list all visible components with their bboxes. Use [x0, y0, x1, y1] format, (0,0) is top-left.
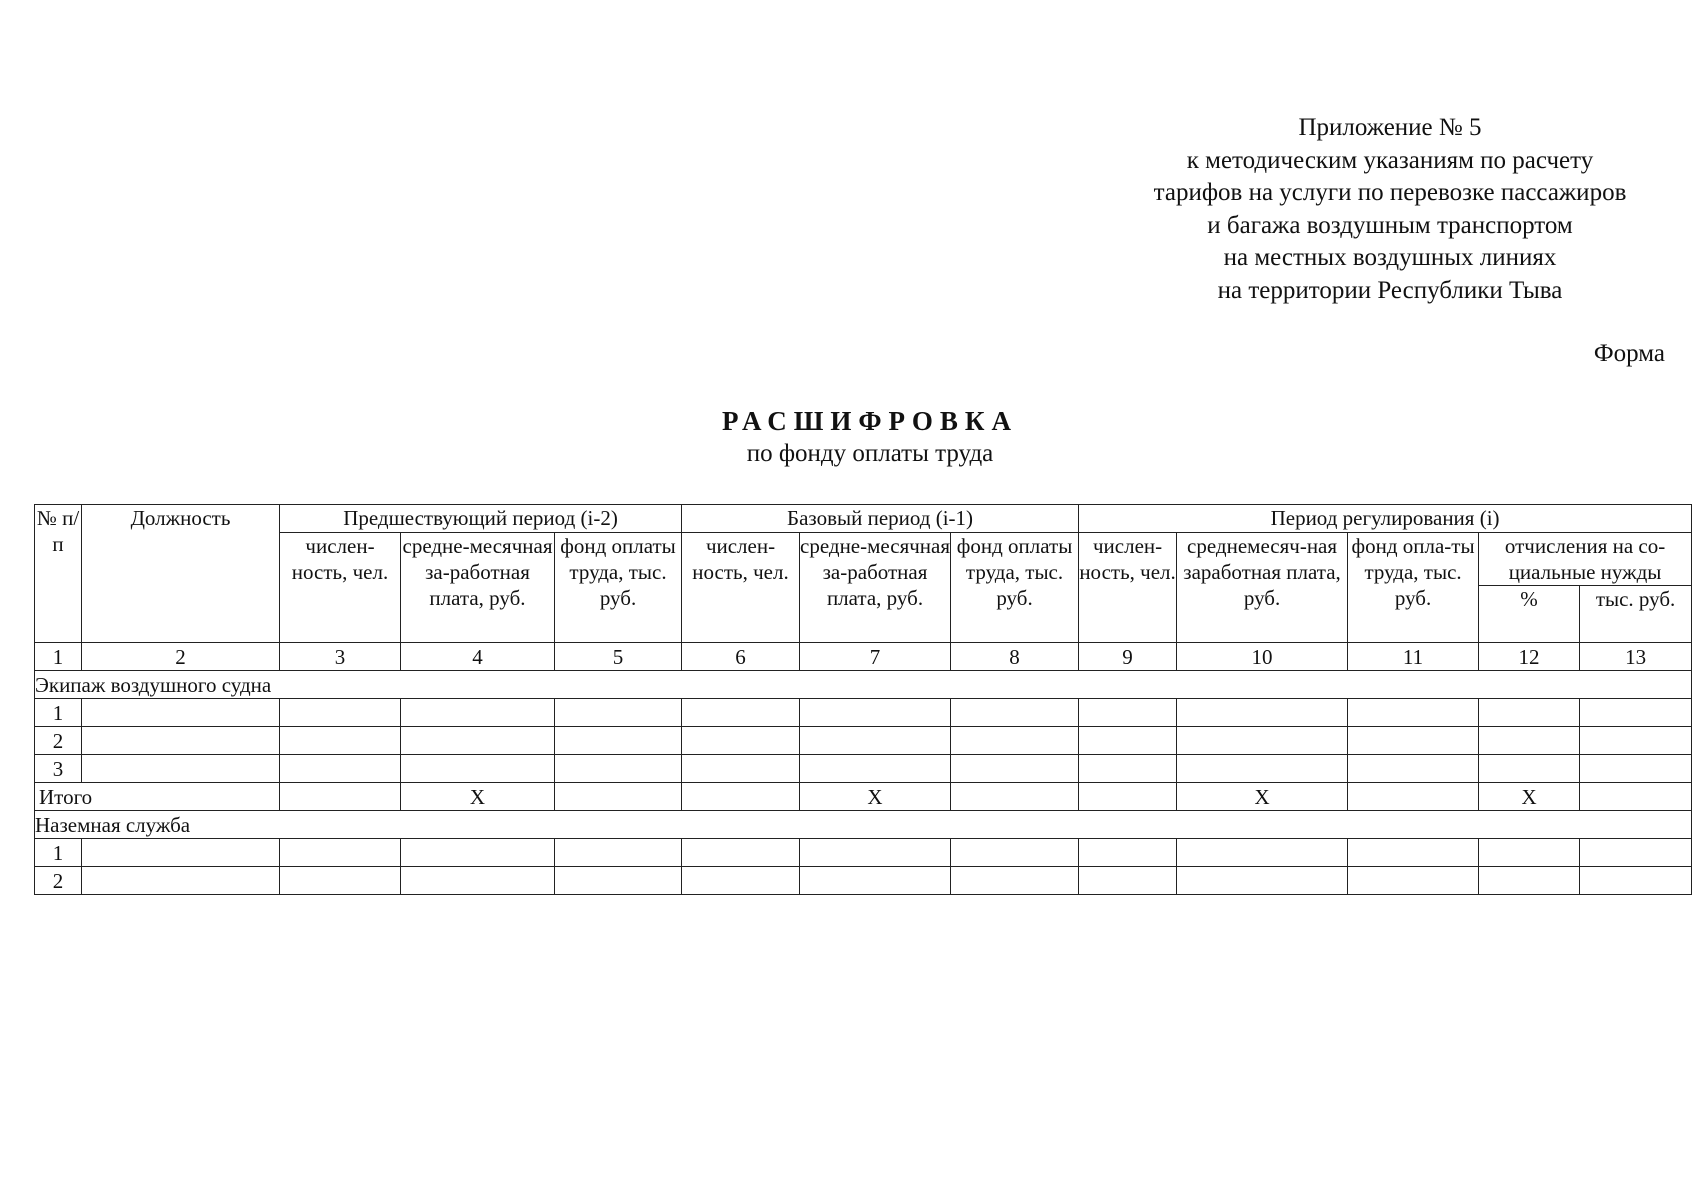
table-row: [35, 727, 1692, 755]
section-ground-row: [35, 811, 1692, 839]
payroll-table: [34, 504, 1692, 895]
section-crew-row: [35, 671, 1692, 699]
header-avg-salary: средне-месячная за-работная плата, руб.: [401, 533, 555, 643]
cell: [951, 727, 1079, 755]
table-row: [35, 867, 1692, 895]
header-social-amount: тыс. руб.: [1580, 586, 1692, 643]
cell: [555, 699, 682, 727]
cell: [1079, 699, 1177, 727]
cell: [1580, 867, 1692, 895]
column-number: 13: [1580, 643, 1692, 671]
row-number: 1: [35, 699, 82, 727]
cell: [800, 727, 951, 755]
x-mark: Х: [1177, 783, 1348, 811]
cell: [555, 755, 682, 783]
cell: [1079, 867, 1177, 895]
form-label: Форма: [1593, 340, 1665, 367]
cell: [280, 727, 401, 755]
total-row: [35, 783, 1692, 811]
column-number: 3: [280, 643, 401, 671]
row-number: 2: [35, 727, 82, 755]
header-period-reg: Период регулирования (i): [1079, 505, 1692, 533]
cell: [1348, 839, 1479, 867]
total-label: Итого: [35, 783, 280, 811]
cell: [1348, 727, 1479, 755]
header-fund: фонд оплаты труда, тыс. руб.: [555, 533, 682, 643]
cell: [1580, 783, 1692, 811]
row-number: 1: [35, 839, 82, 867]
cell: [800, 755, 951, 783]
document-subtitle: по фонду оплаты труда: [746, 440, 994, 467]
x-mark: Х: [1479, 783, 1580, 811]
cell: [401, 699, 555, 727]
cell: [1177, 839, 1348, 867]
cell: [555, 783, 682, 811]
cell: [82, 755, 280, 783]
row-number: 3: [35, 755, 82, 783]
header-social-pct: %: [1479, 586, 1580, 643]
table-row: [35, 755, 1692, 783]
cell: [401, 727, 555, 755]
cell: [1348, 699, 1479, 727]
cell: [800, 839, 951, 867]
cell: [280, 867, 401, 895]
cell: [951, 755, 1079, 783]
header-period-prev: Предшествующий период (i-2): [280, 505, 682, 533]
column-number: 10: [1177, 643, 1348, 671]
appendix-line: тарифов на услуги по перевозке пассажиров: [1153, 179, 1627, 206]
cell: [800, 867, 951, 895]
cell: [1079, 755, 1177, 783]
column-number: 6: [682, 643, 800, 671]
cell: [1079, 783, 1177, 811]
cell: [1177, 699, 1348, 727]
header-social: отчисления на со-циальные нужды: [1479, 533, 1692, 586]
cell: [1079, 727, 1177, 755]
cell: [82, 839, 280, 867]
cell: [1348, 867, 1479, 895]
cell: [1479, 755, 1580, 783]
cell: [1177, 727, 1348, 755]
appendix-line: к методическим указаниям по расчету: [1186, 146, 1594, 174]
column-number: 11: [1348, 643, 1479, 671]
header-headcount: числен-ность, чел.: [682, 533, 800, 643]
cell: [1479, 699, 1580, 727]
section-crew-label: Экипаж воздушного судна: [35, 671, 1692, 699]
cell: [1479, 839, 1580, 867]
cell: [1580, 755, 1692, 783]
header-headcount: числен-ность, чел.: [280, 533, 401, 643]
column-number: 12: [1479, 643, 1580, 671]
appendix-line: и багажа воздушным транспортом: [1207, 211, 1573, 239]
cell: [682, 839, 800, 867]
cell: [1580, 699, 1692, 727]
cell: [82, 867, 280, 895]
document-title: РАСШИФРОВКА: [722, 406, 1018, 436]
cell: [682, 783, 800, 811]
cell: [280, 839, 401, 867]
cell: [800, 699, 951, 727]
x-mark: Х: [401, 783, 555, 811]
header-reg-headcount: числен-ность, чел.: [1079, 533, 1177, 643]
column-number-row: [35, 643, 1692, 671]
appendix-line: Приложение № 5: [1298, 114, 1482, 141]
column-number: 4: [401, 643, 555, 671]
cell: [682, 867, 800, 895]
cell: [1580, 839, 1692, 867]
column-number: 1: [35, 643, 82, 671]
cell: [401, 867, 555, 895]
cell: [951, 867, 1079, 895]
header-row-subcolumns: [35, 533, 1692, 586]
column-number: 9: [1079, 643, 1177, 671]
cell: [951, 699, 1079, 727]
cell: [1348, 755, 1479, 783]
cell: [1348, 783, 1479, 811]
column-number: 8: [951, 643, 1079, 671]
cell: [280, 699, 401, 727]
cell: [555, 867, 682, 895]
cell: [82, 727, 280, 755]
column-number: 7: [800, 643, 951, 671]
cell: [1479, 867, 1580, 895]
cell: [951, 783, 1079, 811]
section-ground-label: Наземная служба: [35, 811, 1692, 839]
header-fund: фонд оплаты труда, тыс. руб.: [951, 533, 1079, 643]
cell: [280, 755, 401, 783]
row-number: 2: [35, 867, 82, 895]
cell: [401, 755, 555, 783]
table-row: [35, 699, 1692, 727]
header-avg-salary: средне-месячная за-работная плата, руб.: [800, 533, 951, 643]
header-period-base: Базовый период (i-1): [682, 505, 1079, 533]
header-position: Должность: [82, 505, 280, 643]
cell: [682, 727, 800, 755]
cell: [951, 839, 1079, 867]
cell: [82, 699, 280, 727]
column-number: 5: [555, 643, 682, 671]
cell: [280, 783, 401, 811]
appendix-block: [1100, 112, 1680, 307]
header-reg-fund: фонд опла-ты труда, тыс. руб.: [1348, 533, 1479, 643]
header-number: № п/п: [35, 505, 82, 643]
column-number: 2: [82, 643, 280, 671]
appendix-line: на местных воздушных линиях: [1223, 244, 1557, 271]
header-row-periods: [35, 505, 1692, 533]
cell: [401, 839, 555, 867]
cell: [1580, 727, 1692, 755]
x-mark: Х: [800, 783, 951, 811]
appendix-line: на территории Республики Тыва: [1217, 276, 1563, 304]
cell: [555, 839, 682, 867]
cell: [1177, 755, 1348, 783]
cell: [682, 755, 800, 783]
cell: [1479, 727, 1580, 755]
table-row: [35, 839, 1692, 867]
header-reg-avg-salary: среднемесяч-ная заработная плата, руб.: [1177, 533, 1348, 643]
cell: [1177, 867, 1348, 895]
cell: [682, 699, 800, 727]
cell: [1079, 839, 1177, 867]
cell: [555, 727, 682, 755]
